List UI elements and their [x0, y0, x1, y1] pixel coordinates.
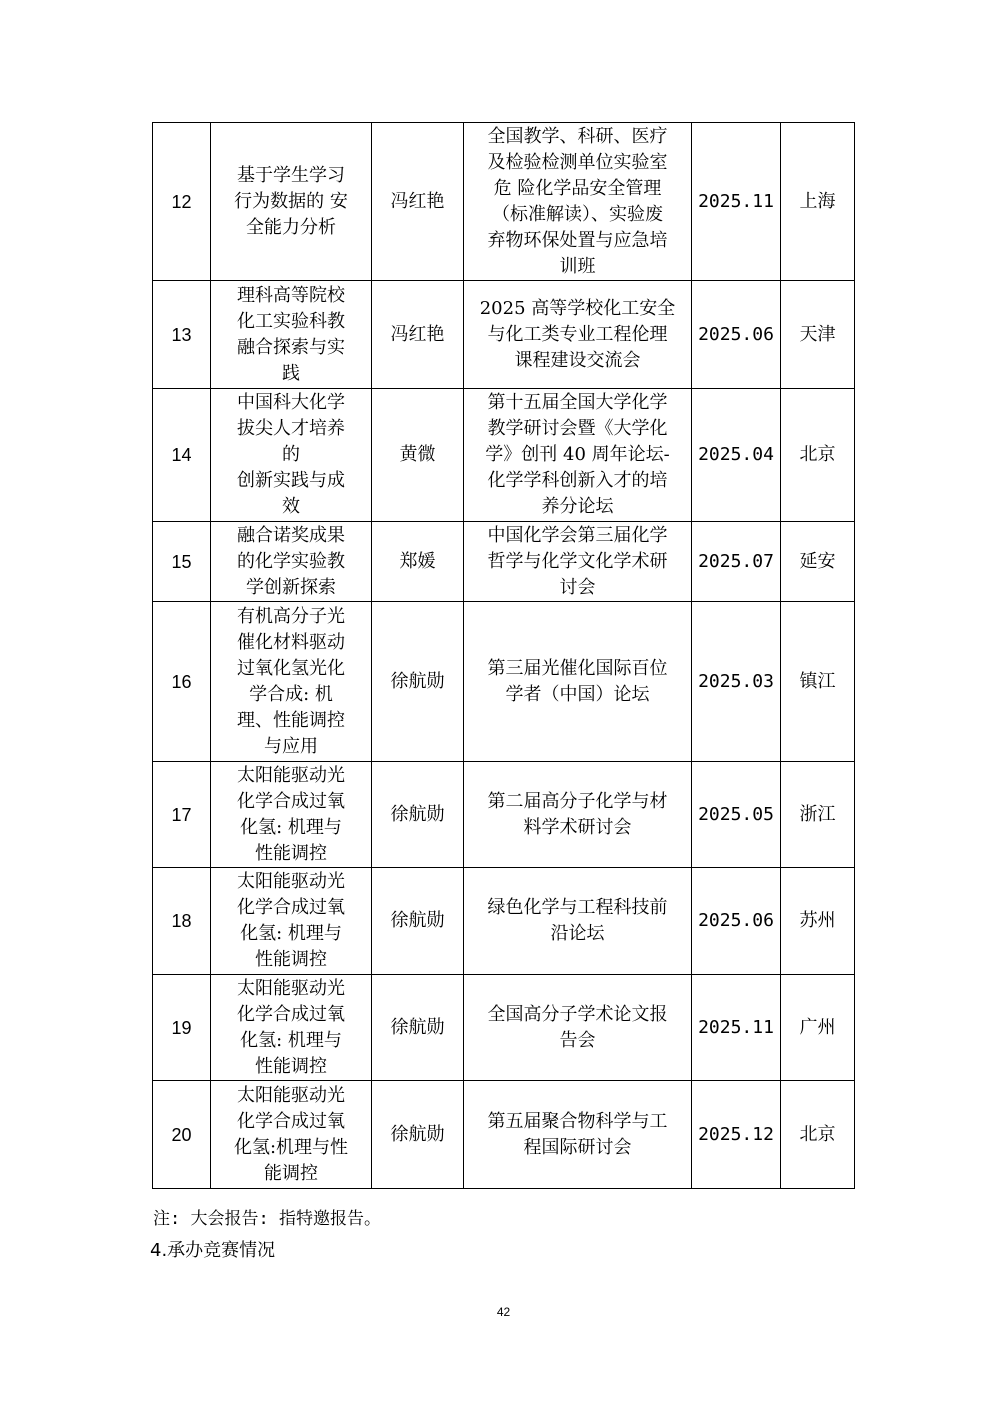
table-row	[153, 1081, 855, 1189]
page-number: 42	[496, 1305, 511, 1319]
row-number: 16	[153, 602, 211, 762]
meeting-name: 全国高分子学术论文报 告会	[464, 975, 692, 1081]
speaker-name: 徐航勋	[372, 762, 464, 868]
row-number: 19	[153, 975, 211, 1081]
report-title: 中国科大化学 拔尖人才培养 的 创新实践与成 效	[211, 389, 372, 522]
reports-table	[152, 122, 855, 1189]
report-place: 北京	[781, 1081, 855, 1189]
report-place: 浙江	[781, 762, 855, 868]
speaker-name: 黄微	[372, 389, 464, 522]
table-row	[153, 123, 855, 281]
report-title: 太阳能驱动光 化学合成过氧 化氢: 机理与 性能调控	[211, 868, 372, 975]
row-number: 17	[153, 762, 211, 868]
speaker-name: 郑媛	[372, 522, 464, 602]
report-date: 2025.12	[692, 1081, 781, 1189]
report-title: 太阳能驱动光 化学合成过氧 化氢:机理与性 能调控	[211, 1081, 372, 1189]
section-heading: 4.承办竞赛情况	[150, 1240, 276, 1261]
report-place: 苏州	[781, 868, 855, 975]
row-number: 20	[153, 1081, 211, 1189]
report-place: 广州	[781, 975, 855, 1081]
report-place: 天津	[781, 281, 855, 389]
table-row	[153, 281, 855, 389]
report-title: 太阳能驱动光 化学合成过氧 化氢: 机理与 性能调控	[211, 762, 372, 868]
report-date: 2025.05	[692, 762, 781, 868]
table-row	[153, 389, 855, 522]
speaker-name: 徐航勋	[372, 602, 464, 762]
row-number: 14	[153, 389, 211, 522]
report-title: 理科高等院校 化工实验科教 融合探索与实 践	[211, 281, 372, 389]
meeting-name: 第十五届全国大学化学 教学研讨会暨《大学化 学》创刊 40 周年论坛- 化学学科创新入才的培 养分论坛	[464, 389, 692, 522]
report-place: 上海	[781, 123, 855, 281]
report-date: 2025.07	[692, 522, 781, 602]
table-row	[153, 522, 855, 602]
report-place: 北京	[781, 389, 855, 522]
speaker-name: 徐航勋	[372, 975, 464, 1081]
report-place: 镇江	[781, 602, 855, 762]
meeting-name: 中国化学会第三届化学 哲学与化学文化学术研 讨会	[464, 522, 692, 602]
meeting-name: 第三届光催化国际百位 学者（中国）论坛	[464, 602, 692, 762]
meeting-name: 第二届高分子化学与材 料学术研讨会	[464, 762, 692, 868]
report-date: 2025.06	[692, 281, 781, 389]
speaker-name: 徐航勋	[372, 1081, 464, 1189]
row-number: 12	[153, 123, 211, 281]
table-row	[153, 868, 855, 975]
meeting-name: 绿色化学与工程科技前 沿论坛	[464, 868, 692, 975]
report-date: 2025.03	[692, 602, 781, 762]
report-date: 2025.04	[692, 389, 781, 522]
speaker-name: 冯红艳	[372, 123, 464, 281]
report-place: 延安	[781, 522, 855, 602]
row-number: 13	[153, 281, 211, 389]
meeting-name: 全国教学、科研、医疗 及检验检测单位实验室 危 险化学品安全管理 （标准解读）、实验废 弃物环保处置与应急培 训班	[464, 123, 692, 281]
table-row	[153, 762, 855, 868]
speaker-name: 冯红艳	[372, 281, 464, 389]
report-date: 2025.06	[692, 868, 781, 975]
report-date: 2025.11	[692, 123, 781, 281]
report-date: 2025.11	[692, 975, 781, 1081]
meeting-name: 2025 高等学校化工安全 与化工类专业工程伦理 课程建设交流会	[464, 281, 692, 389]
table-row	[153, 602, 855, 762]
meeting-name: 第五届聚合物科学与工 程国际研讨会	[464, 1081, 692, 1189]
report-title: 基于学生学习 行为数据的 安 全能力分析	[211, 123, 372, 281]
row-number: 18	[153, 868, 211, 975]
report-title: 融合诺奖成果 的化学实验教 学创新探索	[211, 522, 372, 602]
speaker-name: 徐航勋	[372, 868, 464, 975]
report-title: 太阳能驱动光 化学合成过氧 化氢: 机理与 性能调控	[211, 975, 372, 1081]
report-title: 有机高分子光 催化材料驱动 过氧化氢光化 学合成: 机 理、性能调控 与应用	[211, 602, 372, 762]
row-number: 15	[153, 522, 211, 602]
table-row	[153, 975, 855, 1081]
table-note: 注: 大会报告: 指特邀报告。	[153, 1209, 381, 1229]
